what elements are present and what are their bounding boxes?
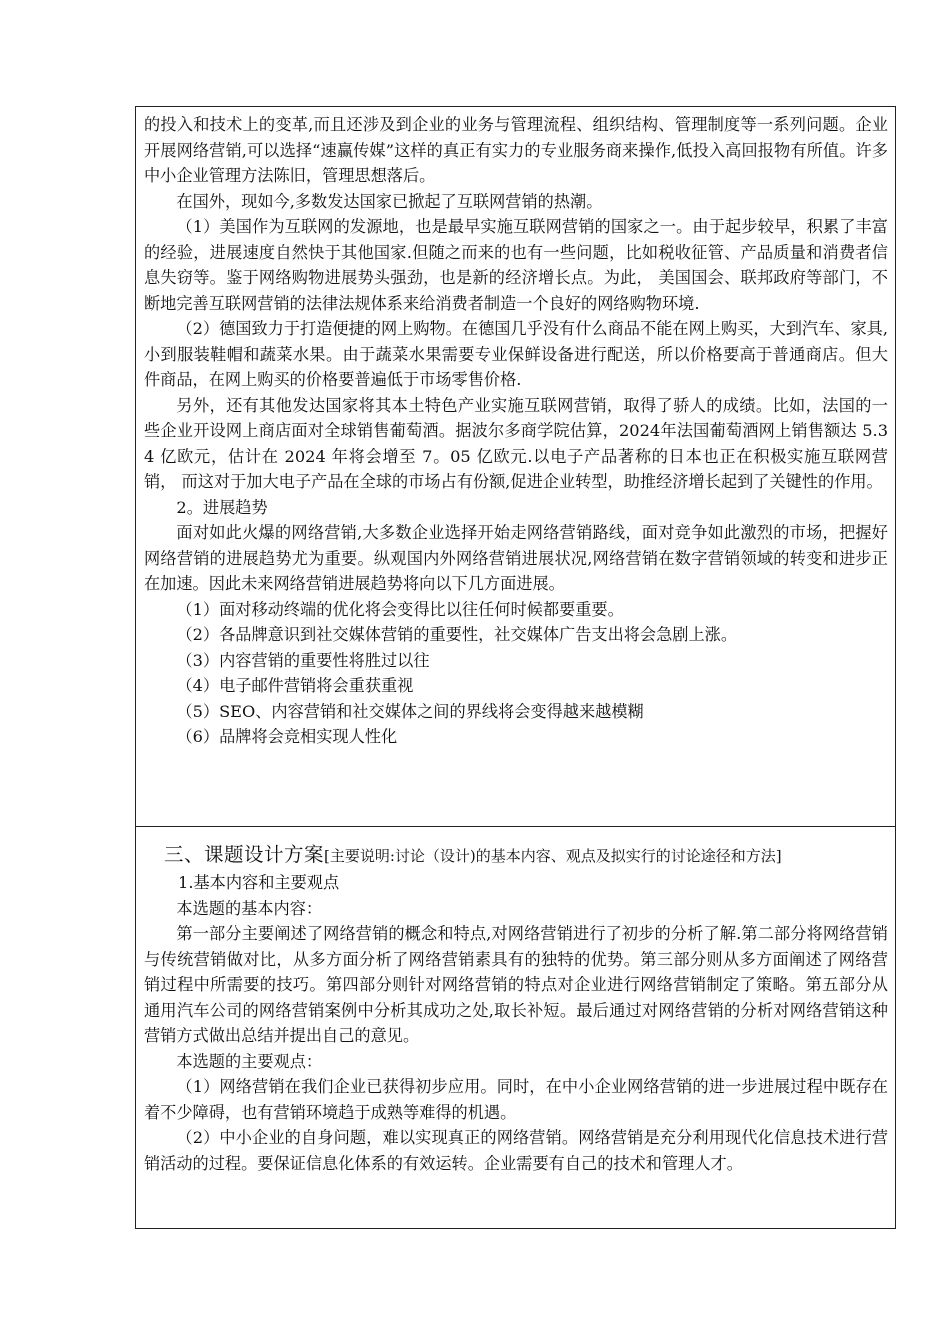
form-table bbox=[135, 106, 896, 1229]
paragraph-usa: （1）美国作为互联网的发源地，也是最早实施互联网营销的国家之一。由于起步较早，积累了丰富的经验，进展速度自然快于其他国家.但随之而来的也有一些问题，比如税收征管、产品质量和消费者信息失窃等。鉴于网络购物进展势头强劲，也是新的经济增长点。为此， 美国国会、联邦政府等部门，不断地完善互联网营销的法律法规体系来给消费者制造一个良好的网络购物环境. bbox=[144, 217, 888, 313]
section-heading-title: 三、课题设计方案 bbox=[164, 843, 325, 866]
table-cell-design-plan bbox=[135, 826, 896, 1229]
paragraph-trends-intro: 面对如此火爆的网络营销,大多数企业选择开始走网络营销路线，面对竞争如此激烈的市场，把握好网络营销的进展趋势尤为重要。纵观国内外网络营销进展状况,网络营销在数字营销领域的转变和进步正在加速。因此未来网络营销进展趋势将向以下几方面进展。 bbox=[144, 523, 888, 593]
table-cell-research-background bbox=[135, 106, 896, 826]
paragraph-basic-content: 第一部分主要阐述了网络营销的概念和特点,对网络营销进行了初步的分析了解.第二部分将网络营销与传统营销做对比，从多方面分析了网络营销素具有的独特的优势。第三部分则从多方面阐述了网络营销过程中所需要的技巧。第四部分则针对网络营销的特点对企业进行网络营销制定了策略。第五部分从通用汽车公司的网络营销案例中分析其成功之处,取长补短。最后通过对网络营销的分析对网络营销这种营销方式做出总结并提出自己的意见。 bbox=[144, 924, 888, 1045]
label-main-views: 本选题的主要观点： bbox=[176, 1051, 323, 1071]
paragraph-view-1: （1）网络营销在我们企业已获得初步应用。同时，在中小企业网络营销的进一步进展过程中既存在着不少障碍，也有营销环境趋于成熟等难得的机遇。 bbox=[144, 1077, 888, 1122]
list-item-trend-3: （3）内容营销的重要性将胜过以往 bbox=[176, 650, 430, 670]
section-heading-note: [主要说明:讨论（设计)的基本内容、观点及拟实行的讨论途径和方法] bbox=[324, 847, 782, 865]
list-item-trend-5: （5）SEO、内容营销和社交媒体之间的界线将会变得越来越模糊 bbox=[176, 701, 644, 721]
subheading-trends: 2。进展趋势 bbox=[176, 497, 268, 517]
list-item-trend-2: （2）各品牌意识到社交媒体营销的重要性，社交媒体广告支出将会急剧上涨。 bbox=[176, 625, 738, 644]
list-item-trend-4: （4）电子邮件营销将会重获重视 bbox=[176, 676, 414, 695]
paragraph-abroad-overview: 在国外，现如今,多数发达国家已掀起了互联网营销的热潮。 bbox=[176, 191, 603, 211]
list-item-trend-6: （6）品牌将会竞相实现人性化 bbox=[176, 727, 398, 746]
paragraph-view-2: （2）中小企业的自身问题，难以实现真正的网络营销。网络营销是充分利用现代化信息技术进行营销活动的过程。要保证信息化体系的有效运转。企业需要有自己的技术和管理人才。 bbox=[144, 1128, 888, 1173]
paragraph-other-countries: 另外，还有其他发达国家将其本土特色产业实施互联网营销，取得了骄人的成绩。比如，法国的一些企业开设网上商店面对全球销售葡萄酒。据波尔多商学院估算，2024年法国葡萄酒网上销售额达 5.34 亿欧元，估计在 2024 年将会增至 7。05 亿欧元.以电子产品著称的日本也正在积极实施互联网营销， 而这对于加大电子产品在全球的市场占有份额,促进企业转型，助推经济增长起到了关键性的作用。 bbox=[144, 395, 888, 491]
label-basic-content: 本选题的基本内容： bbox=[176, 898, 323, 918]
subheading-content-and-views: 1.基本内容和主要观点 bbox=[178, 873, 340, 892]
paragraph-germany: （2）德国致力于打造便捷的网上购物。在德国几乎没有什么商品不能在网上购买，大到汽车、家具,小到服装鞋帽和蔬菜水果。由于蔬菜水果需要专业保鲜设备进行配送，所以价格要高于普通商店。但大件商品，在网上购买的价格要普遍低于市场零售价格. bbox=[144, 319, 888, 389]
list-item-trend-1: （1）面对移动终端的优化将会变得比以往任何时候都要重要。 bbox=[176, 599, 624, 619]
paragraph-intro-continued: 的投入和技术上的变革,而且还涉及到企业的业务与管理流程、组织结构、管理制度等一系列问题。企业开展网络营销,可以选择“速赢传媒”这样的真正有实力的专业服务商来操作,低投入高回报物有所值。许多中小企业管理方法陈旧，管理思想落后。 bbox=[144, 115, 888, 185]
section-heading bbox=[164, 841, 888, 870]
